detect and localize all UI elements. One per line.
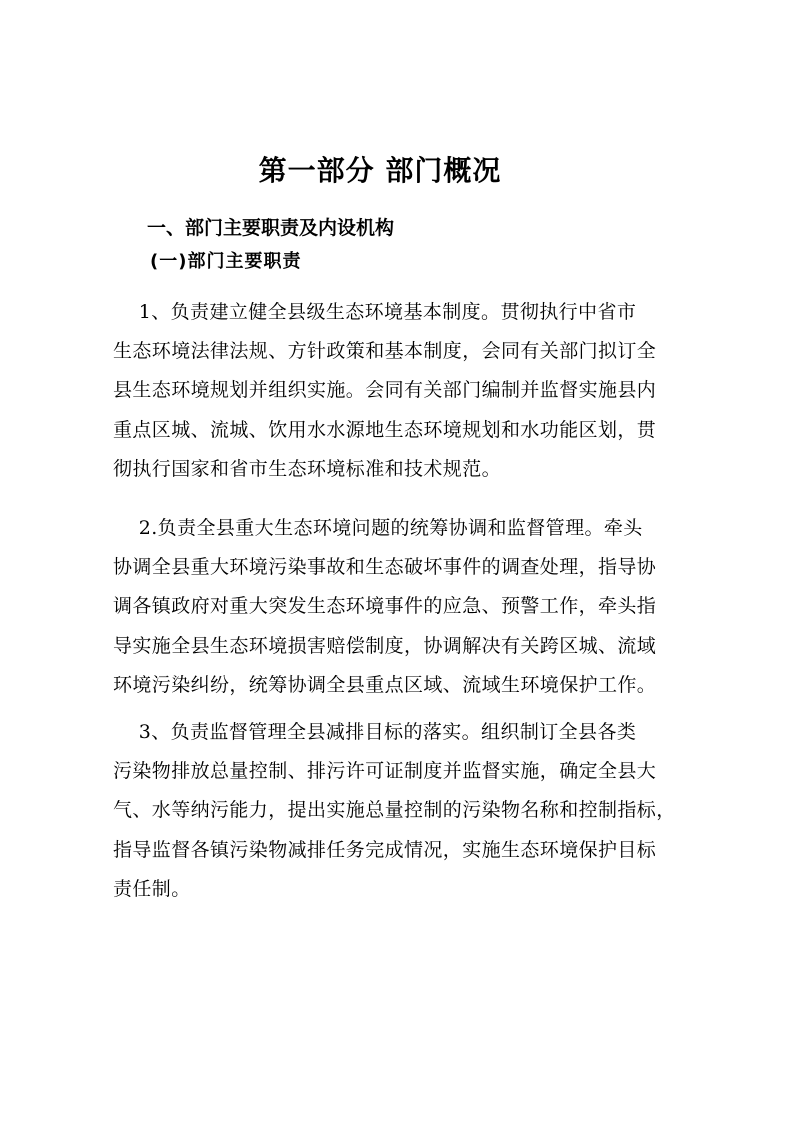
paragraph-line: 生态环境法律法规、方针政策和基本制度，会同有关部门拟订全: [113, 340, 657, 363]
paragraph-line: 1、负责建立健全县级生态环境基本制度。贯彻执行中省市: [113, 301, 637, 323]
page-title: 第一部分 部门概况: [258, 154, 502, 187]
paragraph-line: 2.负责全县重大生态环境问题的统筹协调和监督管理。牵头: [113, 517, 643, 539]
paragraph-line: 气、水等纳污能力，提出实施总量控制的污染物名称和控制指标，: [113, 799, 676, 822]
paragraph-line: 协调全县重大环境污染事故和生态破坏事件的调查处理，指导协: [113, 556, 657, 579]
paragraph-line: 彻执行国家和省市生态环境标准和技术规范。: [113, 457, 502, 480]
paragraph-line: 环境污染纠纷，统筹协调全县重点区域、流域生环境保护工作。: [113, 673, 657, 696]
paragraph-line: 指导监督各镇污染物减排任务完成情况，实施生态环境保护目标: [113, 838, 657, 861]
paragraph-line: 责任制。: [113, 877, 191, 900]
paragraph-line: 导实施全县生态环境损害赔偿制度，协调解决有关跨区城、流域: [113, 634, 657, 657]
paragraph-1: [113, 293, 703, 489]
paragraph-line: 县生态环境规划并组织实施。会同有关部门编制并监督实施县内: [113, 379, 657, 402]
paragraph-line: 调各镇政府对重大突发生态环境事件的应急、预警工作，牵头指: [113, 595, 657, 618]
paragraph-line: 重点区城、流城、饮用水水源地生态环境规划和水功能区划，贯: [113, 418, 657, 441]
subsection-heading: (一)部门主要职责: [150, 251, 302, 272]
paragraph-line: 3、负责监督管理全县减排目标的落实。组织制订全县各类: [113, 721, 637, 743]
paragraph-2: [113, 509, 703, 705]
paragraph-line: 污染物排放总量控制、排污许可证制度并监督实施，确定全县大: [113, 760, 657, 783]
paragraph-3: [113, 713, 703, 909]
section-heading: 一、部门主要职责及内设机构: [147, 217, 395, 239]
